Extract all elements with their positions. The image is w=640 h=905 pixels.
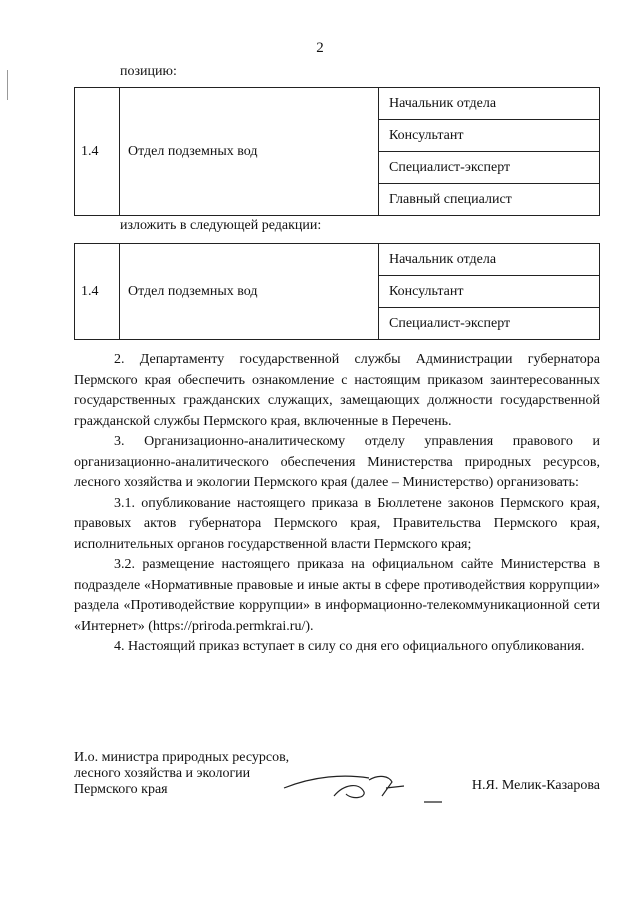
paragraph-3: 3. Организационно-аналитическому отделу управления правового и организационно-аналитического обеспечения Министерства природных ресурсов, лесного хозяйства и экологии Пермского края (далее – Министерство) организовать:	[74, 434, 600, 490]
table-old-position: Консультант	[379, 120, 600, 152]
table-new-number: 1.4	[75, 244, 120, 340]
body-text	[74, 350, 600, 658]
handwritten-signature	[274, 766, 444, 806]
page-number: 2	[316, 40, 324, 56]
paragraph-3-1: 3.1. опубликование настоящего приказа в Бюллетене законов Пермского края, правовых актов губернатора Пермского края, Правительства Пермского края, исполнительных органов государственной власти Пермского края;	[74, 495, 600, 552]
scan-artifact	[7, 70, 8, 100]
paragraph-2: 2. Департаменту государственной службы Администрации губернатора Пермского края обеспечить ознакомление с настоящим приказом заинтересованных государственных гражданских служащих, замещающих должности государственной гражданской службы Пермского края, включенные в Перечень.	[74, 352, 600, 429]
table-old-positions	[74, 87, 600, 216]
table-new-positions	[74, 243, 600, 340]
table-old-position: Главный специалист	[379, 184, 600, 216]
table-new-position: Специалист-эксперт	[379, 308, 600, 340]
signatory-title	[74, 750, 289, 798]
signatory-title-line: лесного хозяйства и экологии	[74, 766, 251, 781]
table-new-position: Начальник отдела	[379, 244, 600, 276]
intro-after: изложить в следующей редакции:	[120, 218, 322, 233]
table-old-number: 1.4	[75, 88, 120, 216]
table-new-department: Отдел подземных вод	[120, 244, 379, 340]
signatory-title-line: Пермского края	[74, 782, 168, 797]
signatory-name: Н.Я. Мелик-Казарова	[471, 778, 600, 793]
table-old-position: Специалист-эксперт	[379, 152, 600, 184]
table-old-position: Начальник отдела	[379, 88, 600, 120]
intro-before: позицию:	[120, 64, 177, 79]
signatory-title-line: И.о. министра природных ресурсов,	[74, 750, 290, 765]
table-new-position: Консультант	[379, 276, 600, 308]
paragraph-4: 4. Настоящий приказ вступает в силу со дня его официального опубликования.	[114, 639, 585, 654]
paragraph-3-2: 3.2. размещение настоящего приказа на официальном сайте Министерства в подразделе «Нормативные правовые и иные акты в сфере противодействия коррупции» раздела «Противодействие коррупции» в информационно-телекоммуникационной сети «Интернет» (https://priroda.permkrai.ru/).	[74, 557, 600, 634]
table-old-department: Отдел подземных вод	[120, 88, 379, 216]
